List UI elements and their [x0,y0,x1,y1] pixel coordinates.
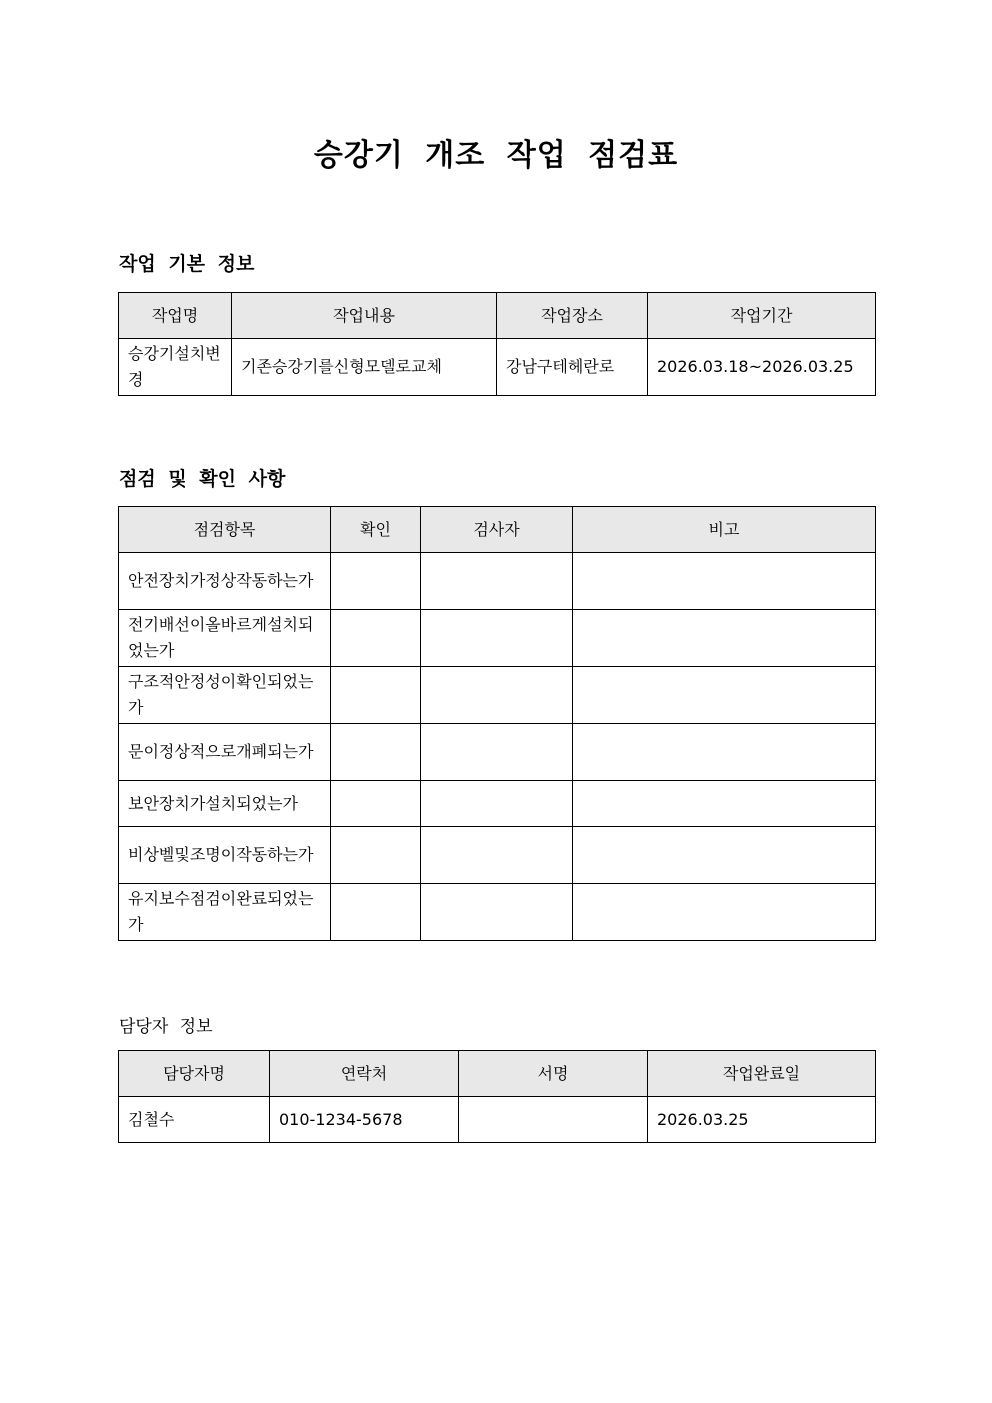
task-period: 2026.03.18~2026.03.25 [648,339,876,396]
basic-info-heading: 작업 기본 정보 [119,253,255,275]
note-cell[interactable] [573,884,876,941]
header-task-location: 작업장소 [497,293,648,339]
table-row [119,667,876,724]
inspector-cell[interactable] [421,827,573,884]
note-cell[interactable] [573,724,876,781]
checklist-heading: 점검 및 확인 사항 [119,468,286,490]
task-name: 승강기설치변경 [119,339,232,396]
table-row [119,884,876,941]
task-content: 기존승강기를신형모델로교체 [232,339,497,396]
check-item: 전기배선이올바르게설치되었는가 [119,610,331,667]
note-cell[interactable] [573,667,876,724]
inspector-cell[interactable] [421,724,573,781]
check-item: 문이정상적으로개폐되는가 [119,724,331,781]
manager-info-row [119,1097,876,1143]
confirm-cell[interactable] [331,610,421,667]
note-cell[interactable] [573,827,876,884]
manager-contact: 010-1234-5678 [270,1097,459,1143]
check-item: 비상벨및조명이작동하는가 [119,827,331,884]
confirm-cell[interactable] [331,884,421,941]
basic-info-header-row [119,293,876,339]
header-check-item: 점검항목 [119,507,331,553]
inspector-cell[interactable] [421,884,573,941]
header-completion-date: 작업완료일 [648,1051,876,1097]
basic-info-table [118,292,876,396]
note-cell[interactable] [573,553,876,610]
header-signature: 서명 [459,1051,648,1097]
signature-cell[interactable] [459,1097,648,1143]
confirm-cell[interactable] [331,553,421,610]
header-contact: 연락처 [270,1051,459,1097]
header-note: 비고 [573,507,876,553]
check-item: 유지보수점검이완료되었는가 [119,884,331,941]
table-row [119,781,876,827]
confirm-cell[interactable] [331,724,421,781]
inspector-cell[interactable] [421,553,573,610]
basic-info-row [119,339,876,396]
document-title: 승강기 개조 작업 점검표 [313,138,679,173]
manager-info-heading: 담당자 정보 [119,1017,213,1037]
check-item: 구조적안정성이확인되었는가 [119,667,331,724]
confirm-cell[interactable] [331,781,421,827]
header-task-period: 작업기간 [648,293,876,339]
manager-info-table [118,1050,876,1143]
table-row [119,610,876,667]
table-row [119,553,876,610]
confirm-cell[interactable] [331,827,421,884]
header-inspector: 검사자 [421,507,573,553]
inspector-cell[interactable] [421,667,573,724]
inspector-cell[interactable] [421,610,573,667]
checklist-header-row [119,507,876,553]
confirm-cell[interactable] [331,667,421,724]
note-cell[interactable] [573,610,876,667]
task-location: 강남구테헤란로 [497,339,648,396]
header-confirm: 확인 [331,507,421,553]
manager-name: 김철수 [119,1097,270,1143]
table-row [119,724,876,781]
check-item: 안전장치가정상작동하는가 [119,553,331,610]
header-manager-name: 담당자명 [119,1051,270,1097]
table-row [119,827,876,884]
manager-info-header-row [119,1051,876,1097]
completion-date: 2026.03.25 [648,1097,876,1143]
check-item: 보안장치가설치되었는가 [119,781,331,827]
note-cell[interactable] [573,781,876,827]
checklist-table [118,506,876,941]
header-task-name: 작업명 [119,293,232,339]
header-task-content: 작업내용 [232,293,497,339]
inspector-cell[interactable] [421,781,573,827]
